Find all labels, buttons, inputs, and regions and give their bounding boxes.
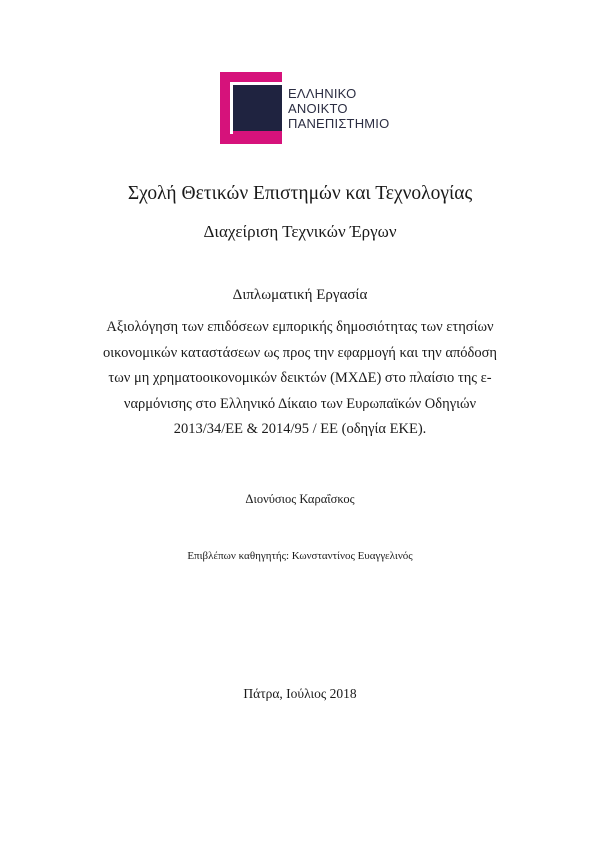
logo-line-3: ΠΑΝΕΠΙΣΤΗΜΙΟ: [288, 116, 390, 131]
logo-line-2: ΑΝΟΙΚΤΟ: [288, 101, 348, 116]
logo-wordmark: [288, 86, 389, 131]
author-name: Διονύσιος Καραΐσκος: [245, 492, 355, 506]
thesis-title: [70, 315, 530, 443]
university-logo: [220, 72, 410, 144]
title-line: ναρμόνισης στο Ελληνικό Δίκαιο των Ευρωπαϊκών Οδηγιών: [123, 395, 477, 412]
logo-line-1: ΕΛΛΗΝΙΚΟ: [288, 86, 357, 101]
title-line: 2013/34/ΕΕ & 2014/95 / ΕΕ (οδηγία ΕΚΕ).: [173, 421, 427, 437]
supervisor-line: Επιβλέπων καθηγητής: Κωνσταντίνος Ευαγγελινός: [187, 550, 413, 562]
title-line: οικονομικών καταστάσεων ως προς την εφαρμογή και την απόδοση: [103, 344, 497, 361]
title-line: Αξιολόγηση των επιδόσεων εμπορικής δημοσιότητας των ετησίων: [106, 319, 494, 335]
school-name: Σχολή Θετικών Επιστημών και Τεχνολογίας: [127, 183, 473, 204]
program-name: Διαχείριση Τεχνικών Έργων: [203, 222, 397, 241]
title-line: των μη χρηματοοικονομικών δεικτών (ΜΧΔΕ) στο πλαίσιο της ε-: [108, 370, 492, 386]
place-date: Πάτρα, Ιούλιος 2018: [243, 686, 357, 701]
eap-logo-mark-icon: [220, 72, 282, 144]
thesis-type: Διπλωματική Εργασία: [232, 287, 368, 303]
